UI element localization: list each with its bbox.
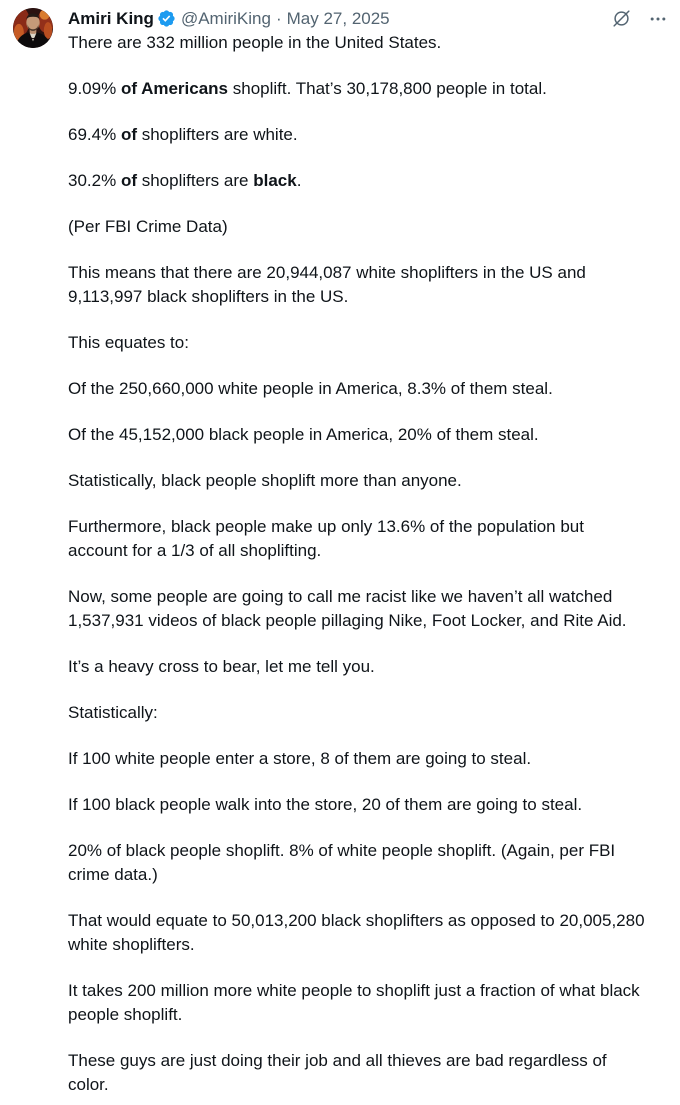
separator-dot: · [275, 9, 282, 28]
tweet-paragraph: It’s a heavy cross to bear, let me tell you. [68, 657, 375, 676]
tweet-paragraph: Now, some people are going to call me racist like we haven’t all watched 1,537,931 videos of black people pillaging Nike, Foot Locker, and Rite Aid. [68, 587, 627, 630]
verified-badge-icon [157, 9, 176, 28]
tweet-paragraph: Furthermore, black people make up only 13.6% of the population but account for a 1/3 of all shoplifting. [68, 517, 584, 560]
tweet-paragraph: (Per FBI Crime Data) [68, 217, 228, 236]
tweet-main-column [68, 8, 668, 1097]
tweet-paragraph: This equates to: [68, 333, 189, 352]
tweet-paragraph: That would equate to 50,013,200 black shoplifters as opposed to 20,005,280 white shoplifters. [68, 911, 645, 954]
tweet-paragraph: 69.4% of shoplifters are white. [68, 125, 298, 144]
tweet-paragraph: It takes 200 million more white people to shoplift just a fraction of what black people shoplift. [68, 981, 640, 1024]
avatar[interactable] [13, 8, 53, 48]
tweet-header [68, 8, 668, 29]
tweet-paragraph: If 100 black people walk into the store, 20 of them are going to steal. [68, 795, 583, 814]
grok-icon[interactable] [611, 8, 632, 29]
tweet-paragraph: 30.2% of shoplifters are black. [68, 171, 302, 190]
tweet-paragraph: 20% of black people shoplift. 8% of white people shoplift. (Again, per FBI crime data.) [68, 841, 616, 884]
tweet-paragraph: Statistically: [68, 703, 158, 722]
tweet-timestamp[interactable]: May 27, 2025 [286, 9, 390, 28]
tweet-text [68, 31, 648, 1097]
tweet-paragraph: This means that there are 20,944,087 white shoplifters in the US and 9,113,997 black shoplifters in the US. [68, 263, 586, 306]
tweet-paragraph: Of the 45,152,000 black people in America, 20% of them steal. [68, 425, 539, 444]
tweet-paragraph: There are 332 million people in the United States. [68, 33, 442, 52]
more-icon[interactable] [648, 9, 668, 29]
tweet-paragraph: 9.09% of Americans shoplift. That’s 30,178,800 people in total. [68, 79, 547, 98]
tweet-paragraph: If 100 white people enter a store, 8 of them are going to steal. [68, 749, 532, 768]
display-name[interactable]: Amiri King [68, 9, 154, 28]
tweet-paragraph: Statistically, black people shoplift more than anyone. [68, 471, 462, 490]
avatar-portrait-image [13, 8, 53, 48]
tweet-paragraph: Of the 250,660,000 white people in America, 8.3% of them steal. [68, 379, 553, 398]
tweet-paragraph: These guys are just doing their job and all thieves are bad regardless of color. [68, 1051, 607, 1094]
user-handle[interactable]: @AmiriKing [180, 9, 271, 28]
